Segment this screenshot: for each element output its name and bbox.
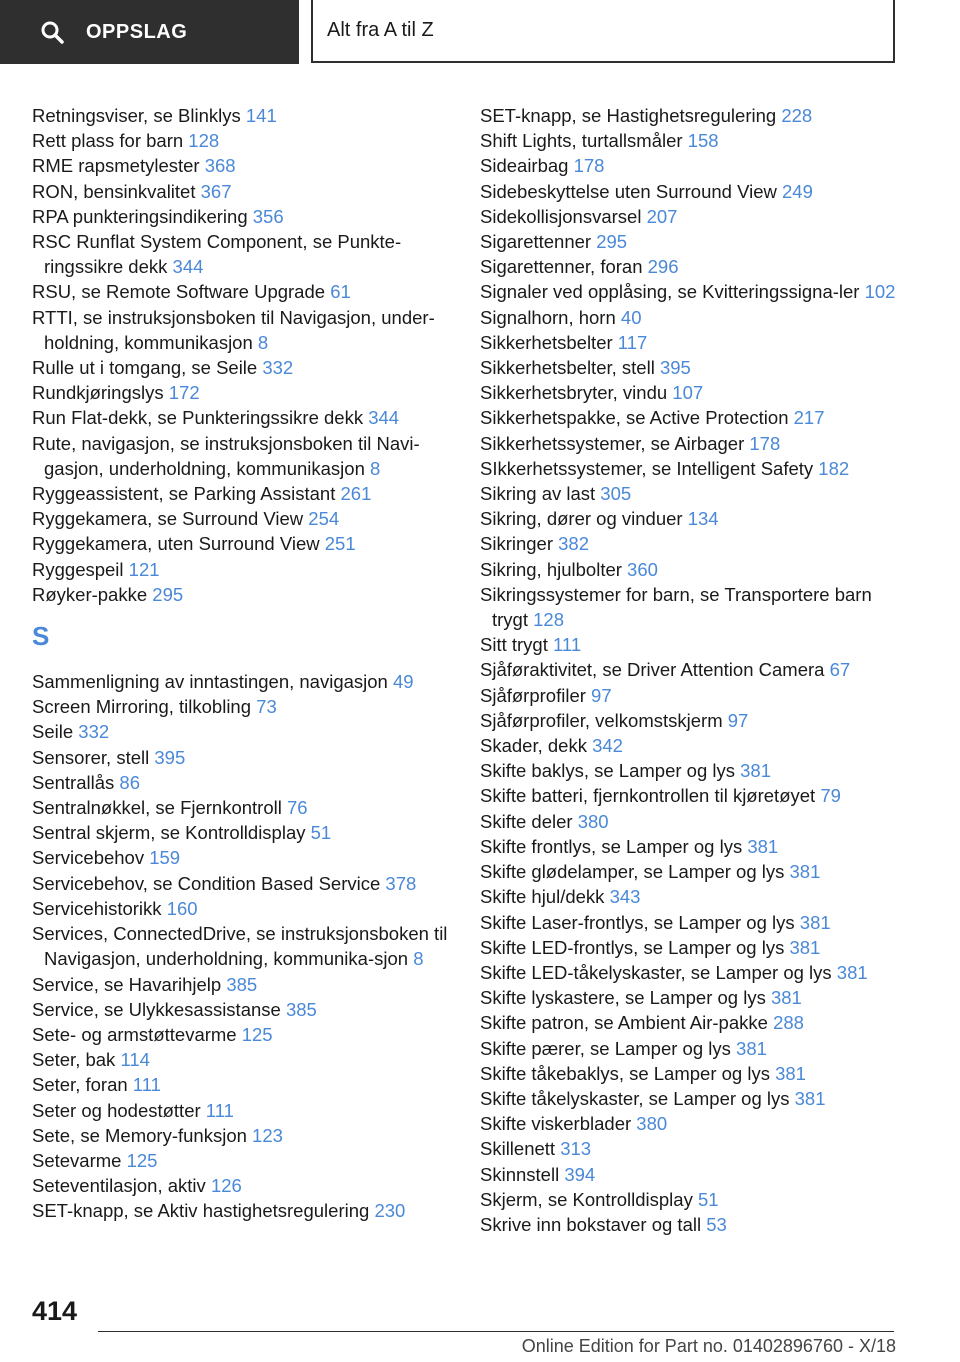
page-link[interactable]: 126 xyxy=(210,1175,242,1197)
page-link[interactable]: 86 xyxy=(119,771,140,793)
entry-text: Skifte tåkebaklys, se Lamper og lys xyxy=(480,1062,770,1084)
entry-text: Sidebeskyttelse uten Surround View xyxy=(480,180,777,202)
index-entry xyxy=(32,179,452,204)
entry-text: Seter og hodestøtter xyxy=(32,1099,201,1121)
page-link[interactable]: 296 xyxy=(647,256,679,278)
page-link[interactable]: 172 xyxy=(168,382,200,404)
entry-text: Sikkerhetsbelter xyxy=(480,331,613,353)
entry-text: Sammenligning av inntastingen, navigasjon xyxy=(32,671,388,693)
page-link[interactable]: 128 xyxy=(533,609,564,631)
index-entry xyxy=(480,179,900,204)
footer-divider xyxy=(98,1331,894,1332)
entry-text: Sikkerhetsbryter, vindu xyxy=(480,382,668,404)
entry-text: Seile xyxy=(32,721,74,743)
entry-text: Skinnstell xyxy=(480,1163,560,1185)
index-entry xyxy=(32,481,452,506)
index-entry xyxy=(32,820,452,845)
page-link[interactable]: 67 xyxy=(829,659,851,681)
page-link[interactable]: 360 xyxy=(627,558,658,580)
page-link[interactable]: 49 xyxy=(392,671,414,693)
entry-text: Skifte lyskastere, se Lamper og lys xyxy=(480,987,766,1009)
index-entry xyxy=(480,985,900,1010)
page-link[interactable]: 385 xyxy=(226,973,258,995)
page-link[interactable]: 51 xyxy=(697,1188,719,1210)
page-link[interactable]: 158 xyxy=(687,130,719,152)
page-link[interactable]: 313 xyxy=(560,1138,592,1160)
entry-text: Sikkerhetspakke, se Active Protection xyxy=(480,407,789,429)
entry-text: Sjåførprofiler, velkomstskjerm xyxy=(480,709,723,731)
entry-text: Servicebehov, se Condition Based Service xyxy=(32,872,381,894)
section-title: Alt fra A til Z xyxy=(327,19,434,41)
entry-text: Skifte deler xyxy=(480,810,573,832)
index-entry xyxy=(32,355,452,380)
page-link[interactable]: 217 xyxy=(793,407,825,429)
page-link[interactable]: 111 xyxy=(553,634,582,656)
entry-text: Skifte Laser-frontlys, se Lamper og lys xyxy=(480,911,795,933)
entry-text: Seteventilasjon, aktiv xyxy=(32,1175,206,1197)
index-entry xyxy=(480,380,900,405)
index-entry xyxy=(32,1148,452,1173)
page-link[interactable]: 295 xyxy=(152,583,184,605)
page-link[interactable]: 395 xyxy=(154,746,186,768)
page-link[interactable]: 381 xyxy=(770,987,802,1009)
entry-text: Setevarme xyxy=(32,1149,122,1171)
page-link[interactable]: 380 xyxy=(636,1113,668,1135)
page-link[interactable]: 395 xyxy=(659,357,691,379)
index-entry xyxy=(32,745,452,770)
index-entry xyxy=(480,128,900,153)
index-entry xyxy=(480,1010,900,1035)
index-entry xyxy=(480,1036,900,1061)
entry-text: Sensorer, stell xyxy=(32,746,150,768)
index-entry xyxy=(480,405,900,430)
page-link[interactable]: 207 xyxy=(646,205,678,227)
page-link[interactable]: 51 xyxy=(310,822,332,844)
entry-text: Skader, dekk xyxy=(480,735,587,757)
lookup-tab-label: OPPSLAG xyxy=(86,20,188,43)
entry-text: Service, se Ulykkesassistanse xyxy=(32,998,281,1020)
page-link[interactable]: 125 xyxy=(241,1023,273,1045)
page-link[interactable]: 344 xyxy=(172,256,204,278)
page-link[interactable]: 178 xyxy=(749,432,781,454)
page-link[interactable]: 117 xyxy=(617,331,648,353)
page-link[interactable]: 97 xyxy=(591,684,612,706)
entry-text: Seter, bak xyxy=(32,1049,116,1071)
page-link[interactable]: 178 xyxy=(573,155,605,177)
page-link[interactable]: 381 xyxy=(836,961,868,983)
index-entry xyxy=(480,1136,900,1161)
page-link[interactable]: 160 xyxy=(166,897,198,919)
page-link[interactable]: 381 xyxy=(736,1037,767,1059)
index-entry xyxy=(32,1198,452,1223)
page-link[interactable]: 381 xyxy=(740,760,772,782)
entry-text: SET-knapp, se Hastighetsregulering xyxy=(480,105,777,126)
index-entry xyxy=(480,204,900,229)
entry-text: Ryggekamera, uten Surround View xyxy=(32,533,320,555)
entry-text: Skifte LED-tåkelyskaster, se Lamper og lys xyxy=(480,961,832,983)
search-icon xyxy=(40,19,66,45)
entry-text: Ryggeassistent, se Parking Assistant xyxy=(32,483,336,505)
entry-text: Service, se Havarihjelp xyxy=(32,973,222,995)
page-link[interactable]: 394 xyxy=(564,1163,596,1185)
index-entry xyxy=(480,1086,900,1111)
entry-text: Sikkerhetsbelter, stell xyxy=(480,357,655,379)
entry-text: Skjerm, se Kontrolldisplay xyxy=(480,1188,693,1210)
entry-text: Sentral skjerm, se Kontrolldisplay xyxy=(32,822,306,844)
page-link[interactable]: 8 xyxy=(257,331,269,353)
entry-text: Sete, se Memory-funksjon xyxy=(32,1124,247,1146)
page-link[interactable]: 141 xyxy=(245,105,277,126)
page-link[interactable]: 76 xyxy=(287,797,308,819)
page-link[interactable]: 73 xyxy=(256,696,277,718)
page-link[interactable]: 159 xyxy=(149,847,181,869)
entry-text: Skifte viskerblader xyxy=(480,1113,632,1135)
index-entry xyxy=(480,456,900,481)
index-entry xyxy=(480,935,900,960)
page-link[interactable]: 305 xyxy=(600,483,632,505)
entry-text: RSU, se Remote Software Upgrade xyxy=(32,281,326,303)
index-entry xyxy=(32,997,452,1022)
index-entry xyxy=(32,921,452,971)
index-entry xyxy=(32,1098,452,1123)
index-entry xyxy=(480,859,900,884)
page-link[interactable]: 121 xyxy=(128,558,160,580)
index-entry xyxy=(480,657,900,682)
page-link[interactable]: 123 xyxy=(252,1124,283,1146)
entry-text: Sentralnøkkel, se Fjernkontroll xyxy=(32,797,282,819)
index-entry xyxy=(32,103,452,128)
page-link[interactable]: 378 xyxy=(385,872,417,894)
page-link[interactable]: 342 xyxy=(592,735,623,757)
index-entry xyxy=(480,809,900,834)
index-entry xyxy=(32,972,452,997)
page-link[interactable]: 343 xyxy=(609,886,641,908)
entry-text: Sikkerhetssystemer, se Airbager xyxy=(480,432,745,454)
entry-text: Rute, navigasjon, se instruksjonsboken til Navi-gasjon, underholdning, kommunikasjon xyxy=(32,432,420,479)
page-link[interactable]: 356 xyxy=(252,205,284,227)
page-link[interactable]: 128 xyxy=(188,130,220,152)
lookup-tab[interactable] xyxy=(0,0,299,64)
page-link[interactable]: 53 xyxy=(706,1213,727,1235)
page-link[interactable]: 381 xyxy=(799,911,831,933)
index-entry xyxy=(480,1212,900,1237)
page-link[interactable]: 8 xyxy=(413,948,424,970)
index-entry xyxy=(480,1187,900,1212)
index-entry xyxy=(480,481,900,506)
entry-text: Services, ConnectedDrive, se instruksjonsboken til Navigasjon, underholdning, kommunika-sjon xyxy=(32,923,448,970)
entry-text: Sideairbag xyxy=(480,155,569,177)
entry-text: Sigarettenner, foran xyxy=(480,256,643,278)
page-link[interactable]: 382 xyxy=(558,533,590,555)
page-link[interactable]: 228 xyxy=(781,105,813,126)
index-entry xyxy=(480,632,900,657)
page-link[interactable]: 102 xyxy=(864,281,896,303)
index-entry xyxy=(480,960,900,985)
page-link[interactable]: 251 xyxy=(324,533,356,555)
index-entry xyxy=(480,279,900,304)
entry-text: Sjåførprofiler xyxy=(480,684,586,706)
entry-text: Signaler ved opplåsing, se Kvitteringssigna-ler xyxy=(480,281,860,303)
entry-text: Retningsviser, se Blinklys xyxy=(32,105,241,126)
page-link[interactable]: 381 xyxy=(775,1062,806,1084)
page-link[interactable]: 249 xyxy=(782,180,813,202)
entry-text: Skifte frontlys, se Lamper og lys xyxy=(480,835,743,857)
entry-text: SIkkerhetssystemer, se Intelligent Safety xyxy=(480,457,814,479)
page-link[interactable]: 8 xyxy=(370,457,381,479)
entry-text: Skifte tåkelyskaster, se Lamper og lys xyxy=(480,1087,790,1109)
index-entry xyxy=(32,153,452,178)
page-link[interactable]: 79 xyxy=(820,785,841,807)
index-entry xyxy=(32,204,452,229)
entry-text: RPA punkteringsindikering xyxy=(32,205,248,227)
index-entry xyxy=(480,305,900,330)
index-entry xyxy=(480,330,900,355)
entry-text: Skrive inn bokstaver og tall xyxy=(480,1213,702,1235)
index-entry xyxy=(480,103,900,128)
page-link[interactable]: 134 xyxy=(687,508,719,530)
index-column-left xyxy=(32,103,452,1224)
page-link[interactable]: 261 xyxy=(340,483,372,505)
index-entry xyxy=(32,694,452,719)
entry-text: Skifte glødelamper, se Lamper og lys xyxy=(480,861,785,883)
index-entry xyxy=(32,795,452,820)
entry-text: Ryggekamera, se Surround View xyxy=(32,508,304,530)
entry-list-r xyxy=(32,103,452,607)
entry-text: Screen Mirroring, tilkobling xyxy=(32,696,252,718)
entry-text: Sikring, dører og vinduer xyxy=(480,508,683,530)
page-link[interactable]: 368 xyxy=(204,155,236,177)
index-entry xyxy=(480,910,900,935)
entry-text: Skillenett xyxy=(480,1138,556,1160)
index-entry xyxy=(32,896,452,921)
index-entry xyxy=(480,834,900,859)
page-number: 414 xyxy=(32,1296,78,1326)
index-column-right xyxy=(480,103,900,1237)
entry-list-right xyxy=(480,103,900,1237)
entry-text: Rulle ut i tomgang, se Seile xyxy=(32,357,258,379)
page-link[interactable]: 111 xyxy=(205,1099,234,1121)
index-entry xyxy=(480,254,900,279)
index-entry xyxy=(480,1111,900,1136)
entry-text: Sikring, hjulbolter xyxy=(480,558,622,580)
section-letter-s: S xyxy=(32,621,50,652)
index-entry xyxy=(480,733,900,758)
page-link[interactable]: 367 xyxy=(200,180,232,202)
index-entry xyxy=(480,1162,900,1187)
entry-text: Rundkjøringslys xyxy=(32,382,164,404)
entry-text: Skifte pærer, se Lamper og lys xyxy=(480,1037,731,1059)
entry-text: Servicebehov xyxy=(32,847,145,869)
page-link[interactable]: 332 xyxy=(78,721,110,743)
entry-text: Sjåføraktivitet, se Driver Attention Camera xyxy=(480,659,825,681)
index-entry xyxy=(32,128,452,153)
entry-text: RTTI, se instruksjonsboken til Navigasjon, under-holdning, kommunikasjon xyxy=(32,306,435,353)
index-entry xyxy=(32,1072,452,1097)
entry-text: Sikringer xyxy=(480,533,553,555)
page-link[interactable]: 385 xyxy=(285,998,317,1020)
entry-text: Sikringssystemer for barn, se Transportere barn trygt xyxy=(480,583,872,631)
entry-text: Servicehistorikk xyxy=(32,897,162,919)
index-entry xyxy=(32,719,452,744)
entry-text: Rett plass for barn xyxy=(32,130,184,152)
page-link[interactable]: 125 xyxy=(126,1149,158,1171)
page-link[interactable]: 381 xyxy=(747,835,779,857)
entry-text: Sete- og armstøttevarme xyxy=(32,1023,237,1045)
index-entry xyxy=(32,405,452,430)
page-link[interactable]: 111 xyxy=(132,1074,161,1096)
entry-text: Sidekollisjonsvarsel xyxy=(480,205,642,227)
page-link[interactable]: 114 xyxy=(120,1049,150,1071)
index-entry xyxy=(480,557,900,582)
index-entry xyxy=(480,582,900,632)
entry-text: Shift Lights, turtallsmåler xyxy=(480,130,683,152)
index-entry xyxy=(32,431,452,481)
index-entry xyxy=(32,305,452,355)
index-entry xyxy=(32,380,452,405)
index-entry xyxy=(32,582,452,607)
index-entry xyxy=(480,531,900,556)
entry-text: Ryggespeil xyxy=(32,558,124,580)
page-link[interactable]: 381 xyxy=(789,861,821,883)
index-entry xyxy=(32,770,452,795)
index-entry xyxy=(480,884,900,909)
entry-list-s xyxy=(32,669,452,1223)
page-link[interactable]: 381 xyxy=(794,1087,826,1109)
page-link[interactable]: 381 xyxy=(789,936,821,958)
index-entry xyxy=(32,531,452,556)
index-entry xyxy=(480,229,900,254)
section-header xyxy=(311,0,895,63)
edition-text: Online Edition for Part no. 01402896760 - X/18 xyxy=(521,1336,896,1356)
entry-text: Skifte hjul/dekk xyxy=(480,886,605,908)
entry-text: Røyker-pakke xyxy=(32,583,148,605)
entry-text: RON, bensinkvalitet xyxy=(32,180,196,202)
page-link[interactable]: 230 xyxy=(374,1200,406,1222)
entry-text: Run Flat-dekk, se Punkteringssikre dekk xyxy=(32,407,364,429)
page-link[interactable]: 288 xyxy=(773,1012,804,1034)
entry-text: Skifte patron, se Ambient Air-pakke xyxy=(480,1012,768,1034)
index-entry xyxy=(32,1047,452,1072)
index-entry xyxy=(32,845,452,870)
index-entry xyxy=(32,229,452,279)
entry-text: Sentrallås xyxy=(32,771,115,793)
index-entry xyxy=(32,279,452,304)
page-link[interactable]: 40 xyxy=(620,306,642,328)
index-entry xyxy=(32,871,452,896)
entry-text: Sitt trygt xyxy=(480,634,548,656)
page-link[interactable]: 254 xyxy=(308,508,340,530)
entry-text: RME rapsmetylester xyxy=(32,155,200,177)
page-link[interactable]: 61 xyxy=(330,281,351,303)
index-entry xyxy=(480,153,900,178)
page-link[interactable]: 332 xyxy=(262,357,294,379)
page-link[interactable]: 97 xyxy=(727,709,749,731)
entry-text: Skifte LED-frontlys, se Lamper og lys xyxy=(480,936,785,958)
index-entry xyxy=(480,708,900,733)
index-entry xyxy=(32,557,452,582)
index-entry xyxy=(480,783,900,808)
index-entry xyxy=(480,758,900,783)
index-entry xyxy=(480,431,900,456)
entry-text: Skifte batteri, fjernkontrollen til kjøretøyet xyxy=(480,785,816,807)
entry-text: Signalhorn, horn xyxy=(480,306,616,328)
index-entry xyxy=(480,506,900,531)
page-link[interactable]: 182 xyxy=(818,457,850,479)
entry-text: SET-knapp, se Aktiv hastighetsregulering xyxy=(32,1200,370,1222)
page-link[interactable]: 380 xyxy=(577,810,609,832)
index-entry xyxy=(480,1061,900,1086)
index-entry xyxy=(32,506,452,531)
index-entry xyxy=(480,355,900,380)
entry-text: Sigarettenner xyxy=(480,231,592,253)
index-entry xyxy=(480,683,900,708)
entry-text: Seter, foran xyxy=(32,1074,128,1096)
entry-text: Sikring av last xyxy=(480,483,596,505)
entry-text: RSC Runflat System Component, se Punkte-ringssikre dekk xyxy=(32,231,402,278)
entry-text: Skifte baklys, se Lamper og lys xyxy=(480,760,735,782)
index-entry xyxy=(32,1022,452,1047)
page-link[interactable]: 344 xyxy=(368,407,400,429)
index-entry xyxy=(32,669,452,694)
index-entry xyxy=(32,1173,452,1198)
page-link[interactable]: 295 xyxy=(596,231,628,253)
page-link[interactable]: 107 xyxy=(672,382,704,404)
index-entry xyxy=(32,1123,452,1148)
